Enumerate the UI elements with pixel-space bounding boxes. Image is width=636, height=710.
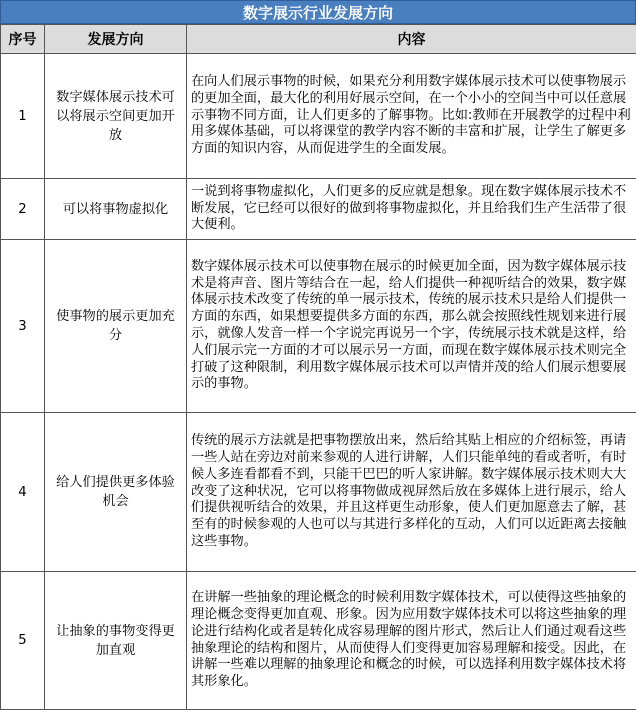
table-row (1, 54, 636, 179)
table-row (1, 240, 636, 413)
table-row (1, 572, 636, 710)
row-direction: 给人们提供更多体验机会 (45, 413, 187, 572)
direction-table (0, 24, 636, 710)
row-number: 4 (1, 413, 45, 572)
row-content: 在向人们展示事物的时候，如果充分利用数字媒体展示技术可以使事物展示的更加全面，最大化的利用好展示空间，在一个小小的空间当中可以任意展示事物不同方面，让人们更多的了解事物。比如:教师在开展教学的过程中利用多媒体基础，可以将课堂的教学内容不断的丰富和扩展，让学生了解更多方面的知识内容，从而促进学生的全面发展。 (187, 54, 636, 179)
row-number: 5 (1, 572, 45, 710)
row-content: 在讲解一些抽象的理论概念的时候利用数字媒体技术，可以使得这些抽象的理论概念变得更加直观、形象。因为应用数字媒体技术可以将这些抽象的理论进行结构化或者是转化成容易理解的图片形式，然后让人们通过观看这些抽象理论的结构和图片，从而使得人们变得更加容易理解和接受。因此，在讲解一些难以理解的抽象理论和概念的时候，可以选择利用数字媒体技术将其形象化。 (187, 572, 636, 710)
header-content: 内容 (187, 25, 636, 54)
row-content: 数字媒体展示技术可以使事物在展示的时候更加全面，因为数字媒体展示技术是将声音、图片等结合在一起，给人们提供一种视听结合的效果，数字媒体展示技术改变了传统的单一展示技术，传统的展示技术只是给人们提供一方面的东西，如果想要提供多方面的东西，那么就会按照线性规划来进行展示，就像人发音一样一个字说完再说另一个字，传统展示技术就是这样，给人们展示完一方面的才可以展示另一方面，而现在数字媒体展示技术则完全打破了这种限制，利用数字媒体展示技术可以声情并茂的给人们展示想要展示的事物。 (187, 240, 636, 413)
header-row (1, 25, 636, 54)
row-direction: 数字媒体展示技术可以将展示空间更加开放 (45, 54, 187, 179)
table-row (1, 179, 636, 240)
row-direction: 可以将事物虚拟化 (45, 179, 187, 240)
row-direction: 让抽象的事物变得更加直观 (45, 572, 187, 710)
header-direction: 发展方向 (45, 25, 187, 54)
table-row (1, 413, 636, 572)
header-no: 序号 (1, 25, 45, 54)
row-number: 1 (1, 54, 45, 179)
row-number: 3 (1, 240, 45, 413)
row-content: 一说到将事物虚拟化，人们更多的反应就是想象。现在数字媒体展示技术不断发展，它已经可以很好的做到将事物虚拟化，并且给我们生产生活带了很大便利。 (187, 179, 636, 240)
row-number: 2 (1, 179, 45, 240)
table-title: 数字展示行业发展方向 (0, 0, 636, 24)
row-direction: 使事物的展示更加充分 (45, 240, 187, 413)
row-content: 传统的展示方法就是把事物摆放出来，然后给其贴上相应的介绍标签，再请一些人站在旁边对前来参观的人进行讲解，人们只能单纯的看或者听，有时候人多连看都看不到，只能干巴巴的听人家讲解。数字媒体展示技术则大大改变了这种状况，它可以将事物做成视屏然后放在多媒体上进行展示，给人们提供视听结合的效果，并且这样更生动形象，使人们更加愿意去了解，甚至有的时候参观的人也可以与其进行多样化的互动，人们可以近距离去接触这些事物。 (187, 413, 636, 572)
